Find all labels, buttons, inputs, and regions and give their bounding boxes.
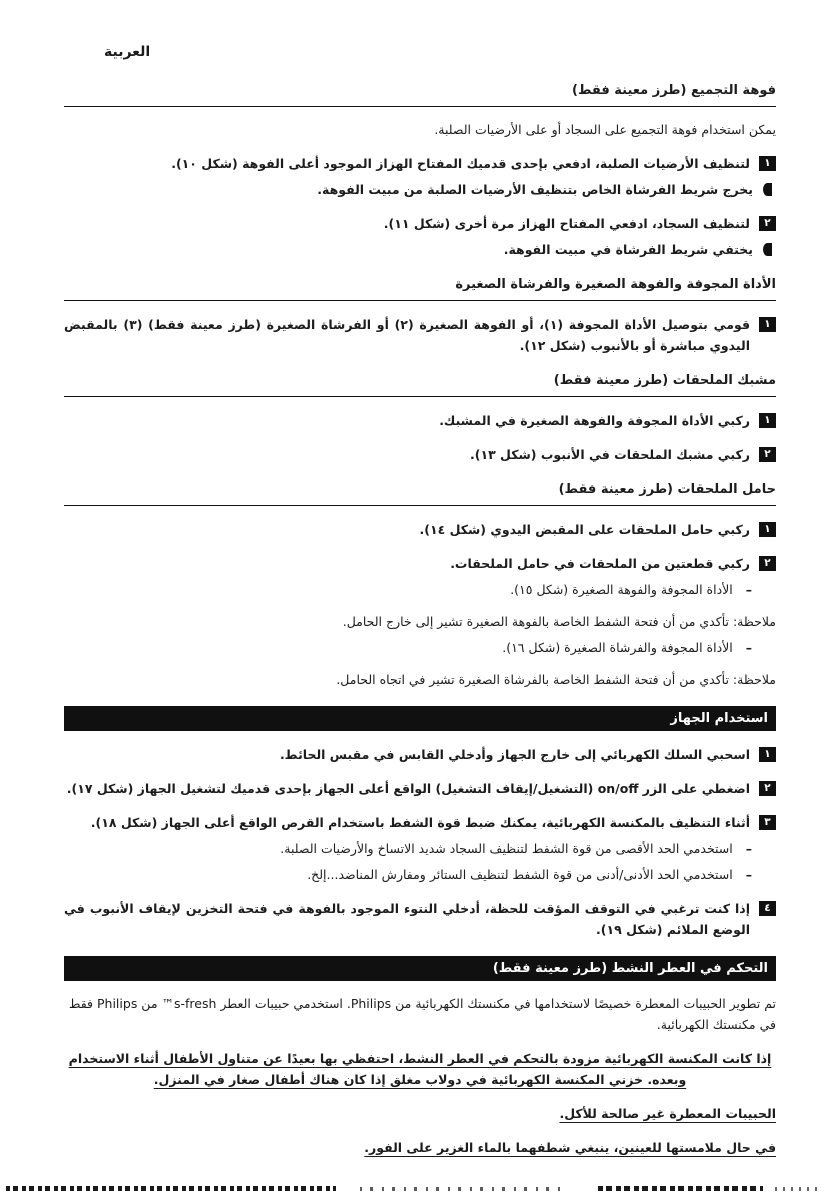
step-carpets <box>64 213 776 234</box>
page-content <box>64 0 776 1158</box>
step-text: ركبي الأداة المجوفة والفوهة الصغيرة في المشبك. <box>439 413 750 428</box>
note-small-brush: ملاحظة: تأكدي من أن فتحة الشفط الخاصة بالفرشاة الصغيرة تشير في اتجاه الحامل. <box>336 672 776 687</box>
dash-item <box>64 838 752 859</box>
step-text: أثناء التنظيف بالمكنسة الكهربائية، يمكنك ضبط قوة الشفط باستخدام القرص الواقع أعلى الجهاز (شكل ١٨). <box>90 815 750 830</box>
step-pull-cord <box>64 744 776 765</box>
step-pause <box>64 898 776 940</box>
step-on-off <box>64 778 776 799</box>
result-bullet-icon <box>763 183 772 196</box>
dash-text: استخدمي الحد الأقصى من قوة الشفط لتنظيف السجاد شديد الاتساخ والأرضيات الصلبة. <box>280 841 733 856</box>
result-item <box>64 239 772 260</box>
step-text: لتنظيف السجاد، ادفعي المفتاح الهزاز مرة أخرى (شكل ١١). <box>383 216 750 231</box>
paragraph-fragrance-granules: تم تطوير الحبيبات المعطرة خصيصًا لاستخدامها في مكنستك الكهربائية من Philips. استخدمي حبيبات العطر s-fresh™ من Philips فقط في مكنستك الكهربائية. <box>68 996 776 1032</box>
paragraph-nozzle-intro: يمكن استخدام فوهة التجميع على السجاد أو على الأرضيات الصلبة. <box>434 122 776 137</box>
step-clip-1 <box>64 410 776 431</box>
clipped-text-fragment <box>6 1186 336 1191</box>
dash-marker: – <box>745 640 752 655</box>
step-number-badge: ٣ <box>759 815 776 830</box>
dash-marker: – <box>745 582 752 597</box>
step-connect-tools <box>64 314 776 356</box>
language-label: العربية <box>104 44 151 60</box>
clipped-text-fragment <box>775 1187 820 1191</box>
section-header-accessory-holder: حامل الملحقات (طرز معينة فقط) <box>64 479 776 506</box>
result-text: يخرج شريط الفرشاة الخاص بتنظيف الأرضيات الصلبة من مبيت الفوهة. <box>317 182 753 197</box>
step-number-badge: ١ <box>759 522 776 537</box>
step-text: اضغطي على الزر on/off (التشغيل/إيقاف التشغيل) الواقع أعلى الجهاز بإحدى قدميك لتشغيل الجهاز (شكل ١٧). <box>66 781 750 796</box>
result-text: يختفي شريط الفرشاة في مبيت الفوهة. <box>503 242 753 257</box>
step-text: إذا كنت ترغبي في التوقف المؤقت للحظة، أدخلي النتوء الموجود بالفوهة في فتحة التخزين لإيقاف الأنبوب في الوضع الملائم (شكل ١٩). <box>64 901 750 937</box>
warning-not-edible: الحبيبات المعطرة غير صالحة للأكل. <box>559 1106 776 1121</box>
banner-header-using-appliance: استخدام الجهاز <box>64 706 776 731</box>
step-clip-2 <box>64 444 776 465</box>
step-number-badge: ٢ <box>759 447 776 462</box>
step-holder-2 <box>64 553 776 574</box>
step-number-badge: ٢ <box>759 781 776 796</box>
dash-text: الأداة المجوفة والفرشاة الصغيرة (شكل ١٦). <box>502 640 733 655</box>
dash-item <box>64 637 752 658</box>
step-number-badge: ١ <box>759 317 776 332</box>
note-small-nozzle: ملاحظة: تأكدي من أن فتحة الشفط الخاصة بالفوهة الصغيرة تشير إلى خارج الحامل. <box>342 614 776 629</box>
step-text: ركبي حامل الملحقات على المقبض اليدوي (شكل ١٤). <box>419 522 750 537</box>
section-header-accessory-clip: مشبك الملحقات (طرز معينة فقط) <box>64 370 776 397</box>
step-number-badge: ١ <box>759 413 776 428</box>
dash-text: الأداة المجوفة والفوهة الصغيرة (شكل ١٥). <box>510 582 733 597</box>
clipped-text-fragment <box>598 1186 763 1191</box>
step-number-badge: ٢ <box>759 556 776 571</box>
step-text: قومي بتوصيل الأداة المجوفة (١)، أو الفوهة الصغيرة (٢) أو الفرشاة الصغيرة (طرز معينة فقط) (٣) بالمقبض اليدوي مباشرة أو بالأنبوب (شكل ١٢). <box>64 317 750 353</box>
step-number-badge: ١ <box>759 156 776 171</box>
result-item <box>64 179 772 200</box>
result-bullet-icon <box>763 243 772 256</box>
dash-item <box>64 579 752 600</box>
warning-keep-away-children: إذا كانت المكنسة الكهربائية مزودة بالتحكم في العطر النشط، احتفظي بها بعيدًا عن متناول الأطفال أثناء الاستخدام وبعده. خزني المكنسة الكهربائية في دولاب مغلق إذا كان هناك أطفال صغار في المنزل. <box>68 1051 772 1087</box>
step-number-badge: ٢ <box>759 216 776 231</box>
clipped-footer-line <box>0 1184 840 1191</box>
step-text: لتنظيف الأرضيات الصلبة، ادفعي بإحدى قدميك المفتاح الهزاز الموجود أعلى الفوهة (شكل ١٠). <box>171 156 750 171</box>
step-text: ركبي مشبك الملحقات في الأنبوب (شكل ١٣). <box>469 447 750 462</box>
dash-text: استخدمي الحد الأدنى/أدنى من قوة الشفط لتنظيف الستائر ومفارش المناضد...إلخ. <box>307 867 733 882</box>
dash-marker: – <box>745 867 752 882</box>
dash-item <box>64 864 752 885</box>
step-number-badge: ٤ <box>759 901 776 916</box>
step-holder-1 <box>64 519 776 540</box>
banner-header-active-fragrance: التحكم في العطر النشط (طرز معينة فقط) <box>64 956 776 981</box>
section-header-collection-nozzle: فوهة التجميع (طرز معينة فقط) <box>64 80 776 107</box>
section-header-crevice-tool: الأداة المجوفة والفوهة الصغيرة والفرشاة الصغيرة <box>64 274 776 301</box>
step-hard-floors <box>64 153 776 174</box>
step-text: اسحبي السلك الكهربائي إلى خارج الجهاز وأدخلي القابس في مقبس الحائط. <box>279 747 750 762</box>
dash-marker: – <box>745 841 752 856</box>
step-suction-power <box>64 812 776 833</box>
step-text: ركبي قطعتين من الملحقات في حامل الملحقات. <box>450 556 750 571</box>
clipped-text-fragment <box>360 1187 560 1191</box>
step-number-badge: ١ <box>759 747 776 762</box>
warning-eye-contact: في حال ملامستها للعينين، ينبغي شطفهما بالماء الغزير على الفور. <box>364 1140 776 1155</box>
